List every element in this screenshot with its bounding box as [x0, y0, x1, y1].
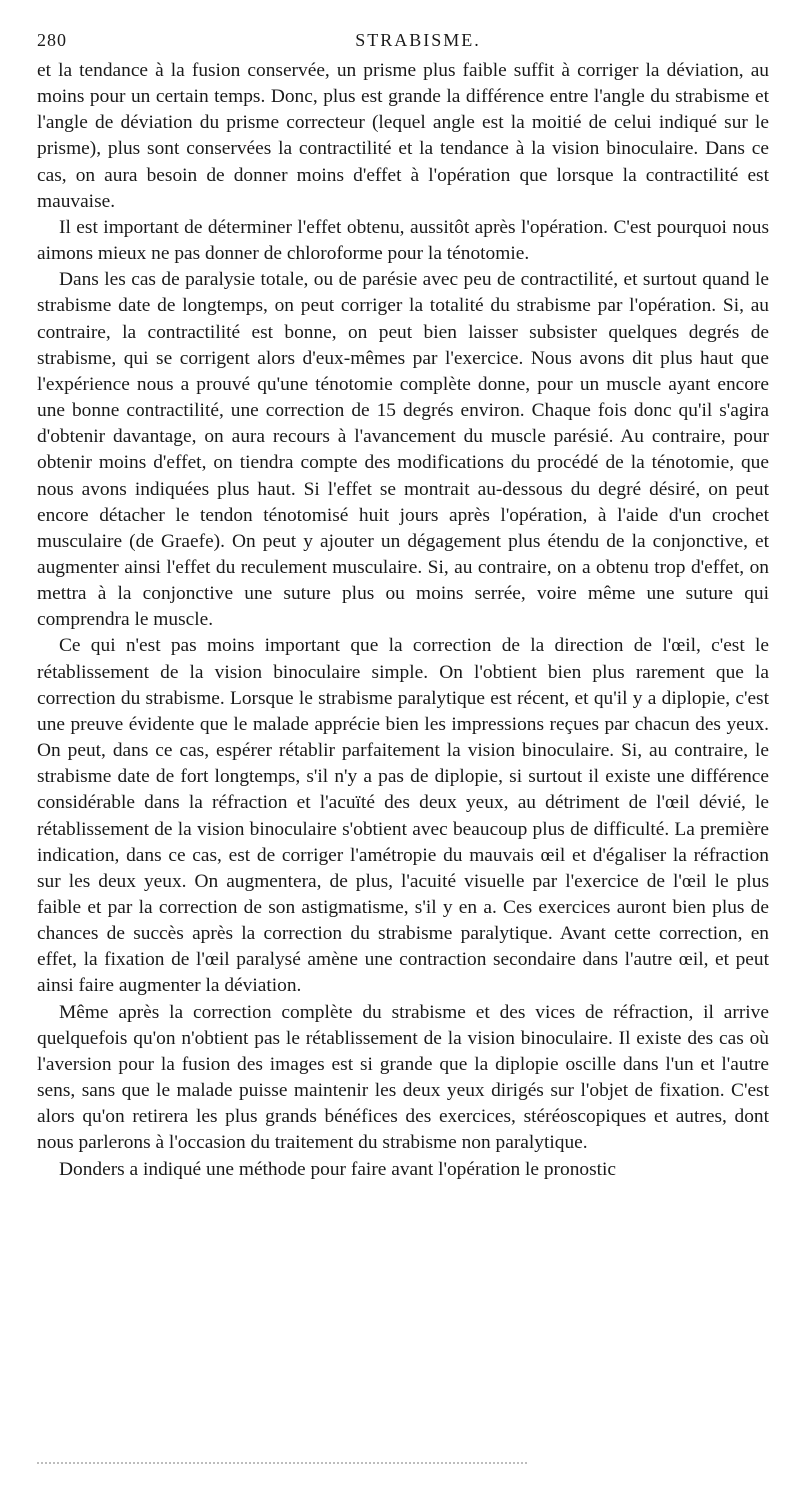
- page-header: [37, 30, 769, 58]
- paragraph-donders: Donders a indiqué une méthode pour faire avant l'opération le pronostic: [59, 1158, 617, 1180]
- book-page: [37, 30, 769, 1183]
- page-number: 280: [37, 30, 67, 50]
- paragraph-continuation: et la tendance à la fusion conservée, un prisme plus faible suffit à corriger la déviation, au moins pour un certain temps. Donc, plus est grande la différence entre l'angle du strabisme et l'angle de déviation du prisme correcteur (lequel angle est la moitié de celui indiqué sur le prisme), plus sont conservées la contractilité et la tendance à la vision binoculaire. Dans ce cas, on aura besoin de donner moins d'effet à l'opération que lorsque la contractilité est mauvaise.: [37, 60, 769, 212]
- paragraph-vision-binoculaire: Ce qui n'est pas moins important que la correction de la direction de l'œil, c'est le rétablissement de la vision binoculaire simple. On l'obtient bien plus rarement que la correction du strabisme. Lorsque le strabisme paralytique est récent, et qu'il y a diplopie, c'est une preuve évidente que le malade apprécie bien les impressions reçues par chacun des yeux. On peut, dans ce cas, espérer rétablir parfaitement la vision binoculaire. Si, au contraire, le strabisme date de fort longtemps, s'il n'y a pas de diplopie, si surtout il existe une différence considérable dans la réfraction et l'acuïté des deux yeux, au détriment de l'œil dévié, le rétablissement de la vision binoculaire s'obtient avec beaucoup plus de difficulté. La première indication, dans ce cas, est de corriger l'amétropie du mauvais œil et d'égaliser la réfraction sur les deux yeux. On augmentera, de plus, l'acuité visuelle par l'exercice de l'œil le plus faible et par la correction de son astigmatisme, s'il y en a. Ces exercices auront bien plus de chances de succès après la correction du strabisme paralytique. Avant cette correction, en effet, la fixation de l'œil paralysé amène une contraction secondaire dans l'autre œil, et peut ainsi faire augmenter la déviation.: [37, 635, 769, 997]
- body-text: [37, 58, 769, 1183]
- paragraph-correction-complete: Même après la correction complète du strabisme et des vices de réfraction, il arrive quelquefois qu'on n'obtient pas le rétablissement de la vision binoculaire. Il existe des cas où l'aversion pour la fusion des images est si grande que la diplopie oscille dans l'un et l'autre sens, sans que le malade puisse maintenir les deux yeux dirigés sur l'objet de fixation. C'est alors qu'on retirera les plus grands bénéfices des exercices, stéréoscopiques et autres, dont nous parlerons à l'occasion du traitement du strabisme non paralytique.: [37, 1001, 769, 1154]
- paragraph-effet-obtenu: Il est important de déterminer l'effet obtenu, aussitôt après l'opération. C'est pourquoi nous aimons mieux ne pas donner de chloroforme pour la ténotomie.: [37, 216, 769, 265]
- running-title: STRABISME.: [355, 30, 481, 50]
- paragraph-paralysie-totale: Dans les cas de paralysie totale, ou de parésie avec peu de contractilité, et surtout quand le strabisme date de longtemps, on peut corriger la totalité du strabisme par l'opération. Si, au contraire, la contractilité est bonne, on peut bien laisser subsister quelques degrés de strabisme, qui se corrigent alors d'eux-mêmes par l'exercice. Nous avons dit plus haut que l'expérience nous a prouvé qu'une ténotomie complète donne, pour un muscle ayant encore une bonne contractilité, une correction de 15 degrés environ. Chaque fois donc qu'il s'agira d'obtenir davantage, on aura recours à l'avancement du muscle parésié. Au contraire, pour obtenir moins d'effet, on tiendra compte des modifications du procédé de la ténotomie, que nous avons indiquées plus haut. Si l'effet se montrait au-dessous du degré désiré, on peut encore détacher le tendon ténotomisé huit jours après l'opération, à l'aide d'un crochet musculaire (de Graefe). On peut y ajouter un dégagement plus étendu de la conjonctive, et augmenter ainsi l'effet du reculement musculaire. Si, au contraire, on a obtenu trop d'effet, on mettra à la conjonctive une suture plus ou moins serrée, voire même une suture qui comprendra le muscle.: [37, 269, 769, 631]
- footer-dotted-rule: [37, 1462, 527, 1464]
